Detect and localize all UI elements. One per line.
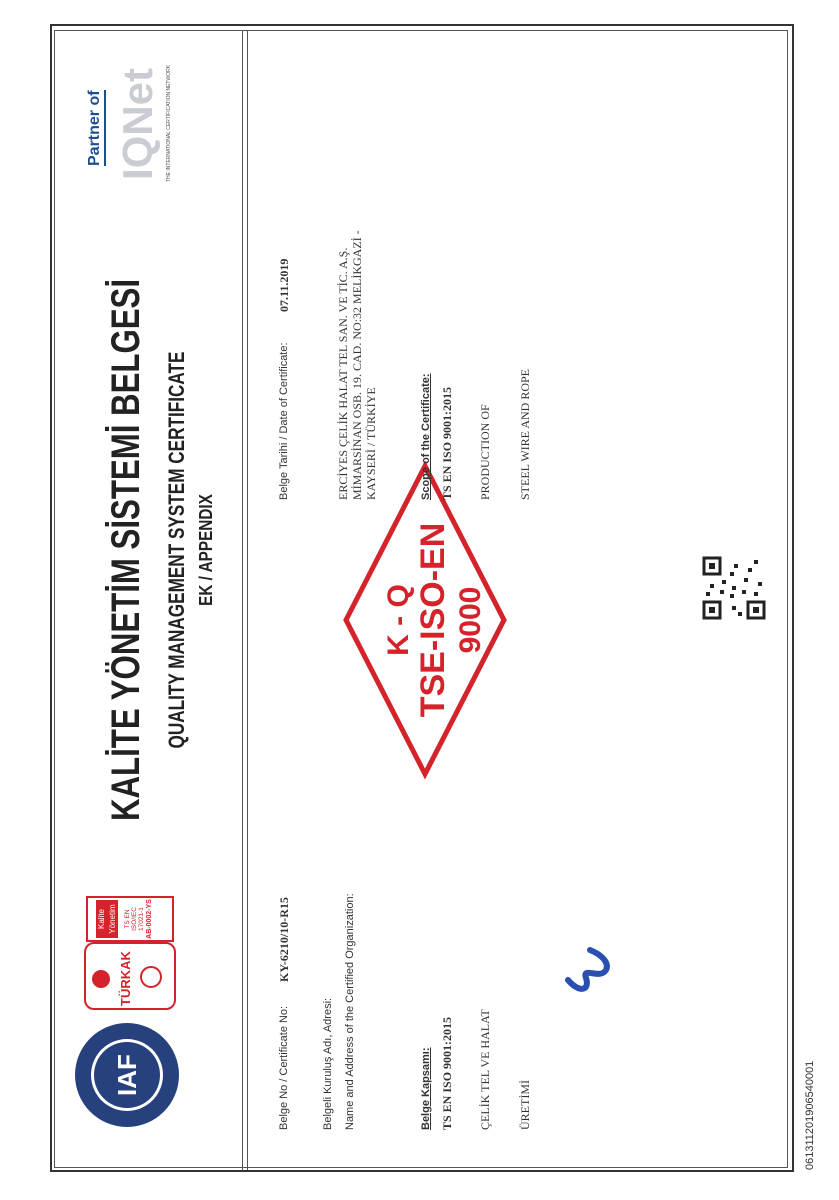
page-subtitle: QUALITY MANAGEMENT SYSTEM CERTIFICATE [164,351,189,749]
turkak-line3: AB-0002-YS [146,899,153,939]
org-label-tr: Belgeli Kuruluş Adı, Adresi: [322,997,334,1130]
scope-standard-tr: TS EN ISO 9001:2015 [440,1016,454,1130]
cert-no-value: KY-6210/10-R15 [277,897,291,982]
date-value: 07.11.2019 [277,258,291,312]
iqnet-name: IQNet [114,67,161,180]
scope-standard-en: TS EN ISO 9001:2015 [440,386,454,500]
stamp-line2: TSE-ISO-EN [414,522,452,718]
turkak-logo [84,898,174,1010]
turkak-line1: Kalite Yönetim [96,900,118,938]
turkak-text: TÜRKAK [118,951,133,1006]
iqnet-partner: Partner of [86,90,106,166]
cert-no-label: Belge No / Certificate No: [278,1005,290,1130]
scope-label-en: Scope of the Certificate: [420,373,432,500]
turkak-line2: TS EN ISO/IEC 17021-1 [124,907,145,931]
iaf-logo [72,1020,182,1130]
iaf-text: IAF [112,1054,142,1096]
turkak-emblem-icon [92,970,110,988]
header-divider [242,30,248,1170]
org-address-1: MİMARSİNAN OSB. 19. CAD. NO:32 MELİKGAZİ - [350,230,364,500]
signature [560,940,630,1000]
check-icon [140,966,162,988]
scope-line2-tr: ÜRETİMİ [518,1080,532,1130]
org-name: ERCİYES ÇELİK HALAT TEL SAN. VE TİC. A.Ş. [336,247,350,500]
stamp-line3: 9000 [454,586,487,654]
scope-line1-en: PRODUCTION OF [478,404,492,500]
scope-label-tr: Belge Kapsamı: [420,1047,432,1130]
scope-line2-en: STEEL WIRE AND ROPE [518,369,532,500]
qr-code [702,556,766,620]
iqnet-tagline: THE INTERNATIONAL CERTIFICATION NETWORK [166,64,172,182]
scope-line1-tr: ÇELİK TEL VE HALAT [478,1009,492,1130]
serial-number: 061311201906540001 [804,1060,816,1170]
org-label-en: Name and Address of the Certified Organization: [344,893,356,1130]
org-address-2: KAYSERİ / TÜRKİYE [364,387,378,500]
kq-stamp [340,460,510,780]
iqnet-logo [80,50,180,190]
stamp-line1: K - Q [382,584,415,656]
appendix-label: EK / APPENDIX [196,494,216,606]
date-label: Belge Tarihi / Date of Certificate: [278,342,290,500]
page-title: KALİTE YÖNETİM SİSTEMİ BELGESİ [104,278,148,822]
